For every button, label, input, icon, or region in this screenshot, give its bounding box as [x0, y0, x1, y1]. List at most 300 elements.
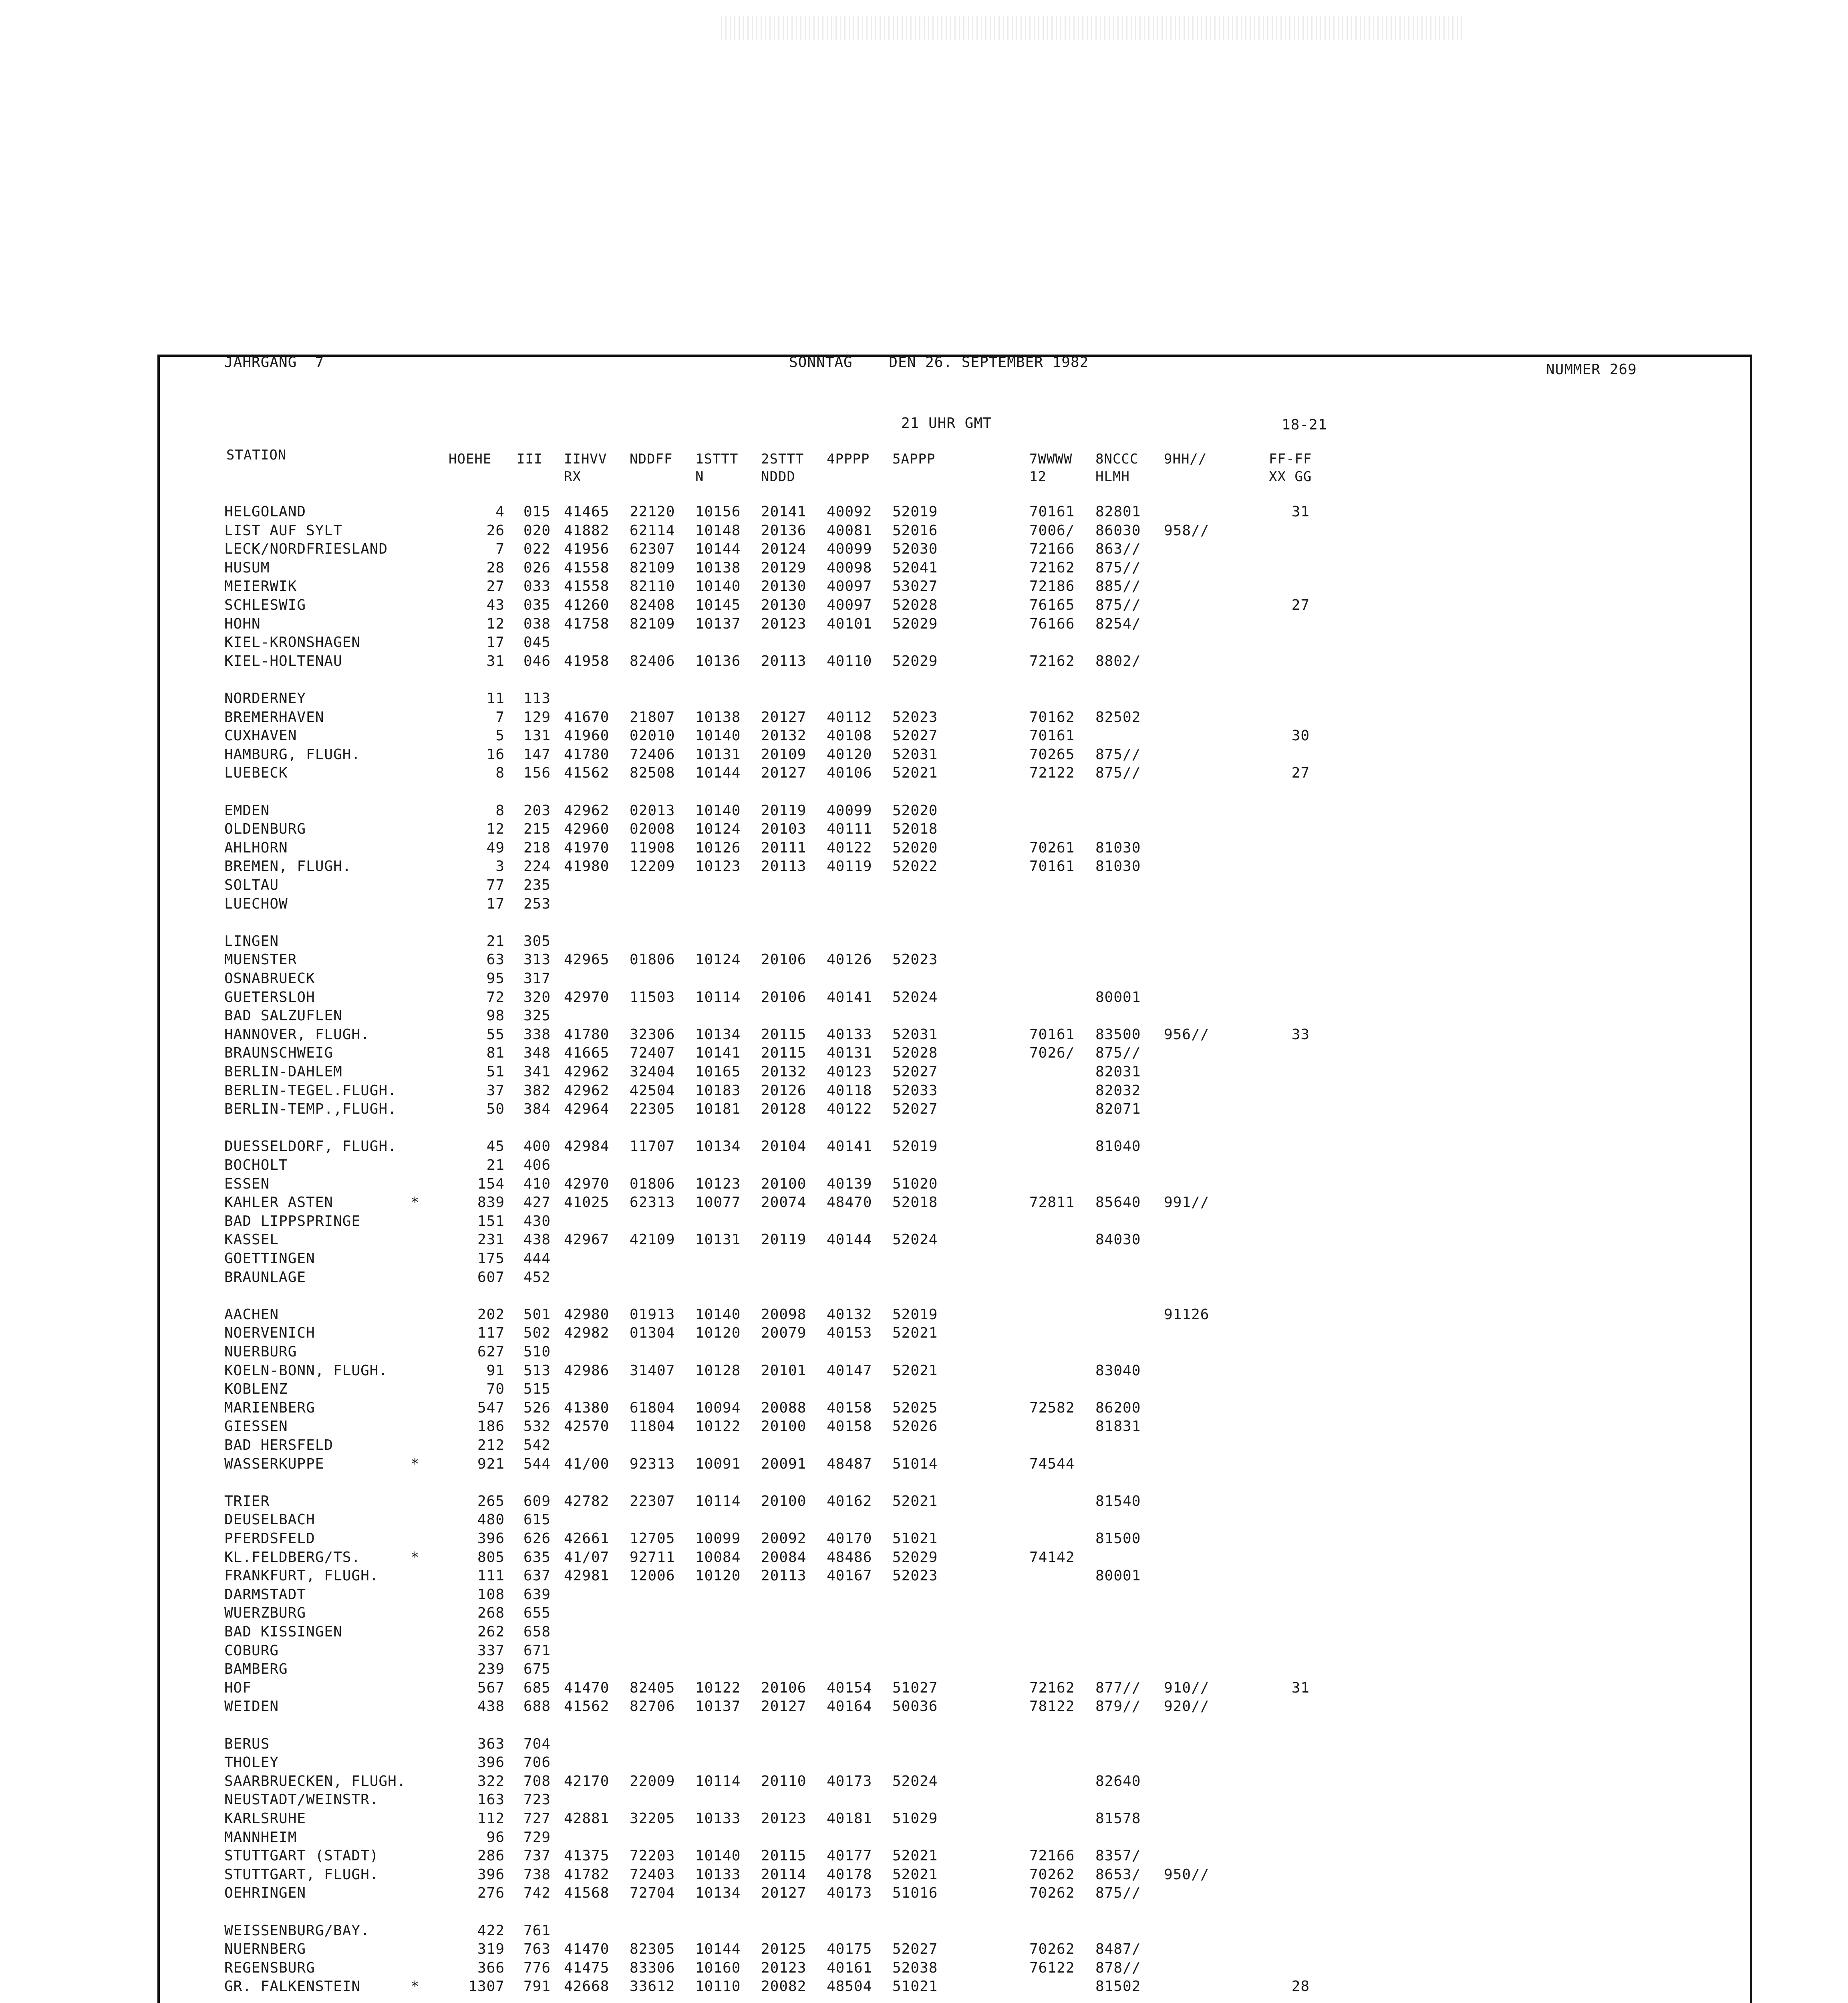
cell-station-name: KAHLER ASTEN	[224, 1194, 334, 1211]
cell-5appp: 52027	[892, 1101, 938, 1117]
table-row	[0, 689, 1602, 708]
cell-hoehe: 12	[486, 821, 505, 837]
table-row	[0, 1231, 1602, 1249]
cell-hoehe: 286	[477, 1848, 505, 1864]
cell-iii: 305	[523, 933, 551, 949]
cell-1sttt: 10131	[695, 746, 741, 763]
cell-9hh: 920//	[1164, 1698, 1210, 1715]
cell-iii: 406	[523, 1157, 551, 1173]
cell-5appp: 52041	[892, 560, 938, 576]
cell-nddff: 33612	[630, 1978, 675, 1995]
cell-station-name: WUERZBURG	[224, 1605, 306, 1621]
cell-iihvv: 41375	[564, 1848, 610, 1864]
cell-8nccc: 81500	[1095, 1530, 1141, 1547]
cell-iii: 035	[523, 597, 551, 613]
cell-4pppp: 40173	[827, 1773, 872, 1789]
cell-2sttt: 20100	[761, 1418, 807, 1435]
cell-7wwww: 70161	[1029, 1026, 1075, 1043]
cell-5appp: 52021	[892, 1866, 938, 1883]
cell-station-name: WASSERKUPPE	[224, 1456, 324, 1472]
cell-4pppp: 40170	[827, 1530, 872, 1547]
cell-2sttt: 20127	[761, 1698, 807, 1715]
cell-iii: 129	[523, 709, 551, 725]
cell-4pppp: 48486	[827, 1549, 872, 1566]
cell-nddff: 72203	[630, 1848, 675, 1864]
cell-hoehe: 8	[495, 765, 505, 781]
cell-station-name: KOBLENZ	[224, 1381, 288, 1397]
cell-hoehe: 839	[477, 1194, 505, 1211]
issue-number: NUMMER 269	[1546, 361, 1637, 378]
col-1sttt: 1STTT N	[695, 451, 739, 485]
cell-7wwww: 76165	[1029, 597, 1075, 613]
cell-2sttt: 20110	[761, 1773, 807, 1789]
cell-nddff: 72406	[630, 746, 675, 763]
cell-hoehe: 262	[477, 1624, 505, 1640]
table-row	[0, 1735, 1602, 1753]
cell-station-name: KL.FELDBERG/TS.	[224, 1549, 361, 1566]
cell-4pppp: 40131	[827, 1045, 872, 1061]
cell-iii: 427	[523, 1194, 551, 1211]
cell-2sttt: 20100	[761, 1176, 807, 1192]
cell-4pppp: 40181	[827, 1810, 872, 1827]
cell-7wwww: 70161	[1029, 727, 1075, 744]
cell-8nccc: 879//	[1095, 1698, 1141, 1715]
cell-iii: 513	[523, 1362, 551, 1379]
cell-nddff: 82408	[630, 597, 675, 613]
cell-4pppp: 40141	[827, 1138, 872, 1155]
cell-station-name: LIST AUF SYLT	[224, 522, 342, 539]
cell-nddff: 82706	[630, 1698, 675, 1715]
cell-1sttt: 10122	[695, 1680, 741, 1696]
cell-5appp: 52021	[892, 1325, 938, 1341]
cell-5appp: 51029	[892, 1810, 938, 1827]
cell-station-name: DARMSTADT	[224, 1586, 306, 1603]
cell-1sttt: 10144	[695, 541, 741, 557]
cell-nddff: 22009	[630, 1773, 675, 1789]
table-row	[0, 1324, 1602, 1342]
cell-nddff: 12209	[630, 858, 675, 875]
cell-nddff: 01806	[630, 1176, 675, 1192]
cell-nddff: 11804	[630, 1418, 675, 1435]
cell-7wwww: 72162	[1029, 1680, 1075, 1696]
cell-7wwww: 72166	[1029, 1848, 1075, 1864]
cell-iii: 655	[523, 1605, 551, 1621]
cell-7wwww: 70265	[1029, 746, 1075, 763]
table-row	[0, 1212, 1602, 1231]
table-row	[0, 1026, 1602, 1044]
table-row	[0, 1380, 1602, 1398]
cell-station-name: BAD KISSINGEN	[224, 1624, 342, 1640]
table-row	[0, 1959, 1602, 1977]
cell-hoehe: 276	[477, 1885, 505, 1901]
table-row	[0, 1492, 1602, 1511]
cell-ffff: 30	[1291, 727, 1310, 744]
cell-4pppp: 48470	[827, 1194, 872, 1211]
cell-5appp: 52031	[892, 1026, 938, 1043]
table-row	[0, 652, 1602, 671]
cell-hoehe: 480	[477, 1511, 505, 1528]
cell-iii: 147	[523, 746, 551, 763]
cell-1sttt: 10140	[695, 727, 741, 744]
table-row	[0, 839, 1602, 857]
cell-iihvv: 41380	[564, 1400, 610, 1416]
cell-5appp: 52018	[892, 1194, 938, 1211]
report-date: SONNTAG DEN 26. SEPTEMBER 1982	[789, 354, 1089, 371]
table-row	[0, 615, 1602, 633]
cell-iii: 738	[523, 1866, 551, 1883]
cell-iii: 224	[523, 858, 551, 875]
cell-5appp: 52027	[892, 1064, 938, 1080]
cell-4pppp: 40097	[827, 578, 872, 594]
cell-station-name: OEHRINGEN	[224, 1885, 306, 1901]
col-8nccc: 8NCCC HLMH	[1095, 451, 1139, 485]
cell-iii: 729	[523, 1829, 551, 1846]
cell-8nccc: 85640	[1095, 1194, 1141, 1211]
cell-iihvv: 41956	[564, 541, 610, 557]
cell-station-name: EMDEN	[224, 802, 270, 819]
table-row	[0, 1399, 1602, 1417]
cell-iii: 320	[523, 989, 551, 1006]
cell-station-name: PFERDSFELD	[224, 1530, 315, 1547]
cell-station-name: KASSEL	[224, 1231, 279, 1248]
cell-hoehe: 8	[495, 802, 505, 819]
col-iihvv: IIHVV RX	[564, 451, 607, 485]
table-row	[0, 802, 1602, 820]
table-row	[0, 1193, 1602, 1212]
cell-7wwww: 72582	[1029, 1400, 1075, 1416]
cell-1sttt: 10181	[695, 1101, 741, 1117]
cell-iii: 384	[523, 1101, 551, 1117]
cell-1sttt: 10136	[695, 653, 741, 669]
cell-iii: 688	[523, 1698, 551, 1715]
cell-1sttt: 10114	[695, 1493, 741, 1509]
cell-hoehe: 91	[486, 1362, 505, 1379]
cell-iii: 791	[523, 1978, 551, 1995]
cell-5appp: 52016	[892, 522, 938, 539]
table-row	[0, 1884, 1602, 1902]
cell-5appp: 51021	[892, 1978, 938, 1995]
cell-iihvv: 42964	[564, 1101, 610, 1117]
cell-1sttt: 10099	[695, 1530, 741, 1547]
cell-iii: 020	[523, 522, 551, 539]
table-row	[0, 1082, 1602, 1100]
cell-iii: 015	[523, 504, 551, 520]
cell-station-name: BERLIN-DAHLEM	[224, 1064, 342, 1080]
cell-5appp: 52028	[892, 1045, 938, 1061]
table-row	[0, 1343, 1602, 1361]
cell-station-name: KIEL-KRONSHAGEN	[224, 634, 361, 651]
cell-2sttt: 20119	[761, 802, 807, 819]
cell-2sttt: 20115	[761, 1848, 807, 1864]
cell-hoehe: 72	[486, 989, 505, 1006]
cell-hoehe: 28	[486, 560, 505, 576]
cell-iihvv: 42661	[564, 1530, 610, 1547]
cell-8nccc: 8802/	[1095, 653, 1141, 669]
cell-station-name: THOLEY	[224, 1754, 279, 1771]
cell-station-name: BREMERHAVEN	[224, 709, 324, 725]
cell-4pppp: 40158	[827, 1400, 872, 1416]
cell-2sttt: 20106	[761, 951, 807, 968]
cell-iii: 203	[523, 802, 551, 819]
cell-nddff: 42504	[630, 1082, 675, 1099]
cell-hoehe: 7	[495, 541, 505, 557]
cell-5appp: 52026	[892, 1418, 938, 1435]
cell-5appp: 50036	[892, 1698, 938, 1715]
table-row	[0, 876, 1602, 895]
cell-iii: 313	[523, 951, 551, 968]
table-row	[0, 1063, 1602, 1081]
cell-iii: 727	[523, 1810, 551, 1827]
table-row	[0, 577, 1602, 596]
cell-7wwww: 78122	[1029, 1698, 1075, 1715]
col-4pppp: 4PPPP	[827, 451, 870, 467]
cell-mountain-marker: *	[411, 1194, 420, 1211]
table-row	[0, 1529, 1602, 1548]
cell-7wwww: 70262	[1029, 1941, 1075, 1957]
cell-iii: 038	[523, 616, 551, 632]
cell-iii: 400	[523, 1138, 551, 1155]
cell-iii: 742	[523, 1885, 551, 1901]
cell-station-name: WEISSENBURG/BAY.	[224, 1922, 370, 1939]
cell-ffff: 27	[1291, 765, 1310, 781]
cell-8nccc: 80001	[1095, 1568, 1141, 1584]
cell-nddff: 12006	[630, 1568, 675, 1584]
cell-4pppp: 40123	[827, 1064, 872, 1080]
cell-nddff: 72704	[630, 1885, 675, 1901]
cell-5appp: 52024	[892, 1231, 938, 1248]
cell-1sttt: 10138	[695, 560, 741, 576]
cell-hoehe: 396	[477, 1530, 505, 1547]
cell-5appp: 52031	[892, 746, 938, 763]
cell-4pppp: 40132	[827, 1306, 872, 1323]
table-row	[0, 988, 1602, 1007]
cell-7wwww: 76166	[1029, 616, 1075, 632]
cell-8nccc: 86200	[1095, 1400, 1141, 1416]
cell-station-name: SOLTAU	[224, 877, 279, 893]
cell-hoehe: 96	[486, 1829, 505, 1846]
cell-nddff: 21807	[630, 709, 675, 725]
cell-station-name: GIESSEN	[224, 1418, 288, 1435]
cell-nddff: 61804	[630, 1400, 675, 1416]
cell-1sttt: 10134	[695, 1026, 741, 1043]
cell-iii: 317	[523, 970, 551, 987]
cell-mountain-marker: *	[411, 1549, 420, 1566]
cell-iihvv: 41980	[564, 858, 610, 875]
cell-hoehe: 547	[477, 1400, 505, 1416]
cell-hoehe: 21	[486, 933, 505, 949]
cell-2sttt: 20127	[761, 1885, 807, 1901]
table-row	[0, 1455, 1602, 1473]
table-row	[0, 727, 1602, 745]
cell-station-name: MANNHEIM	[224, 1829, 297, 1846]
cell-iihvv: 42960	[564, 821, 610, 837]
cell-station-name: NUERBURG	[224, 1344, 297, 1360]
cell-hoehe: 45	[486, 1138, 505, 1155]
cell-iii: 637	[523, 1568, 551, 1584]
cell-nddff: 32404	[630, 1064, 675, 1080]
cell-1sttt: 10124	[695, 821, 741, 837]
cell-iii: 410	[523, 1176, 551, 1192]
cell-2sttt: 20098	[761, 1306, 807, 1323]
cell-station-name: AHLHORN	[224, 840, 288, 856]
table-row	[0, 1306, 1602, 1324]
cell-8nccc: 83040	[1095, 1362, 1141, 1379]
cell-station-name: BERLIN-TEGEL.FLUGH.	[224, 1082, 397, 1099]
cell-7wwww: 74544	[1029, 1456, 1075, 1472]
cell-iii: 658	[523, 1624, 551, 1640]
cell-5appp: 52021	[892, 1493, 938, 1509]
cell-iihvv: 42962	[564, 1082, 610, 1099]
cell-1sttt: 10122	[695, 1418, 741, 1435]
cell-hoehe: 16	[486, 746, 505, 763]
table-row	[0, 596, 1602, 615]
cell-1sttt: 10084	[695, 1549, 741, 1566]
cell-hoehe: 627	[477, 1344, 505, 1360]
cell-4pppp: 40120	[827, 746, 872, 763]
cell-7wwww: 70161	[1029, 504, 1075, 520]
cell-4pppp: 40153	[827, 1325, 872, 1341]
table-row	[0, 1810, 1602, 1828]
cell-5appp: 51016	[892, 1885, 938, 1901]
cell-ffff: 33	[1291, 1026, 1310, 1043]
cell-iii: 515	[523, 1381, 551, 1397]
col-nddff: NDDFF	[630, 451, 673, 467]
cell-4pppp: 40122	[827, 840, 872, 856]
cell-4pppp: 40097	[827, 597, 872, 613]
cell-2sttt: 20074	[761, 1194, 807, 1211]
cell-hoehe: 43	[486, 597, 505, 613]
cell-iihvv: 41/00	[564, 1456, 610, 1472]
table-row	[0, 1362, 1602, 1380]
cell-iii: 382	[523, 1082, 551, 1099]
cell-station-name: BAMBERG	[224, 1661, 288, 1677]
cell-nddff: 12705	[630, 1530, 675, 1547]
cell-iii: 452	[523, 1269, 551, 1286]
cell-2sttt: 20114	[761, 1866, 807, 1883]
cell-5appp: 52022	[892, 858, 938, 875]
cell-5appp: 52021	[892, 765, 938, 781]
cell-hoehe: 268	[477, 1605, 505, 1621]
cell-2sttt: 20123	[761, 1810, 807, 1827]
table-row	[0, 1772, 1602, 1791]
cell-5appp: 52018	[892, 821, 938, 837]
cell-iii: 325	[523, 1008, 551, 1024]
cell-station-name: DEUSELBACH	[224, 1511, 315, 1528]
cell-iii: 532	[523, 1418, 551, 1435]
cell-2sttt: 20109	[761, 746, 807, 763]
cell-2sttt: 20136	[761, 522, 807, 539]
cell-1sttt: 10110	[695, 1978, 741, 1995]
cell-2sttt: 20115	[761, 1026, 807, 1043]
cell-8nccc: 81540	[1095, 1493, 1141, 1509]
col-station: STATION	[226, 447, 287, 463]
cell-9hh: 950//	[1164, 1866, 1210, 1883]
table-row	[0, 522, 1602, 540]
cell-5appp: 52033	[892, 1082, 938, 1099]
cell-hoehe: 4	[495, 504, 505, 520]
cell-8nccc: 81831	[1095, 1418, 1141, 1435]
cell-2sttt: 20130	[761, 578, 807, 594]
cell-2sttt: 20091	[761, 1456, 807, 1472]
cell-2sttt: 20101	[761, 1362, 807, 1379]
cell-2sttt: 20088	[761, 1400, 807, 1416]
cell-1sttt: 10140	[695, 578, 741, 594]
cell-station-name: WEIDEN	[224, 1698, 279, 1715]
cell-iihvv: 41780	[564, 746, 610, 763]
cell-station-name: BERUS	[224, 1736, 270, 1752]
col-9hh: 9HH//	[1164, 451, 1207, 467]
table-row	[0, 1586, 1602, 1604]
cell-7wwww: 7026/	[1029, 1045, 1075, 1061]
cell-5appp: 52020	[892, 840, 938, 856]
cell-iihvv: 41568	[564, 1885, 610, 1901]
cell-nddff: 62114	[630, 522, 675, 539]
cell-nddff: 82109	[630, 616, 675, 632]
cell-7wwww: 70262	[1029, 1885, 1075, 1901]
cell-1sttt: 10137	[695, 1698, 741, 1715]
col-5appp: 5APPP	[892, 451, 936, 467]
cell-5appp: 52038	[892, 1960, 938, 1976]
cell-station-name: MUENSTER	[224, 951, 297, 968]
cell-iihvv: 42970	[564, 989, 610, 1006]
cell-5appp: 52027	[892, 1941, 938, 1957]
cell-hoehe: 98	[486, 1008, 505, 1024]
cell-4pppp: 40119	[827, 858, 872, 875]
cell-station-name: MARIENBERG	[224, 1400, 315, 1416]
cell-4pppp: 48504	[827, 1978, 872, 1995]
table-row	[0, 1268, 1602, 1287]
cell-nddff: 32306	[630, 1026, 675, 1043]
cell-9hh: 91126	[1164, 1306, 1210, 1323]
cell-station-name: LUEBECK	[224, 765, 288, 781]
cell-iihvv: 42570	[564, 1418, 610, 1435]
cell-4pppp: 40147	[827, 1362, 872, 1379]
table-row	[0, 969, 1602, 988]
cell-8nccc: 82640	[1095, 1773, 1141, 1789]
cell-iii: 723	[523, 1791, 551, 1808]
cell-nddff: 82406	[630, 653, 675, 669]
cell-iii: 704	[523, 1736, 551, 1752]
cell-8nccc: 877//	[1095, 1680, 1141, 1696]
cell-mountain-marker: *	[411, 1456, 420, 1472]
cell-8nccc: 885//	[1095, 578, 1141, 594]
cell-1sttt: 10133	[695, 1866, 741, 1883]
cell-5appp: 52020	[892, 802, 938, 819]
cell-station-name: NOERVENICH	[224, 1325, 315, 1341]
cell-iihvv: 41475	[564, 1960, 610, 1976]
cell-station-name: LECK/NORDFRIESLAND	[224, 541, 388, 557]
cell-4pppp: 40106	[827, 765, 872, 781]
cell-station-name: AACHEN	[224, 1306, 279, 1323]
cell-7wwww: 72166	[1029, 541, 1075, 557]
cell-ffff: 31	[1291, 504, 1310, 520]
cell-5appp: 52023	[892, 709, 938, 725]
cell-8nccc: 83500	[1095, 1026, 1141, 1043]
cell-iihvv: 41782	[564, 1866, 610, 1883]
cell-station-name: ESSEN	[224, 1176, 270, 1192]
cell-iihvv: 42980	[564, 1306, 610, 1323]
cell-2sttt: 20123	[761, 1960, 807, 1976]
cell-8nccc: 81502	[1095, 1978, 1141, 1995]
cell-1sttt: 10094	[695, 1400, 741, 1416]
table-row	[0, 1940, 1602, 1959]
cell-7wwww: 72811	[1029, 1194, 1075, 1211]
cell-1sttt: 10140	[695, 1848, 741, 1864]
cell-4pppp: 40081	[827, 522, 872, 539]
cell-nddff: 22120	[630, 504, 675, 520]
cell-2sttt: 20111	[761, 840, 807, 856]
cell-5appp: 51027	[892, 1680, 938, 1696]
